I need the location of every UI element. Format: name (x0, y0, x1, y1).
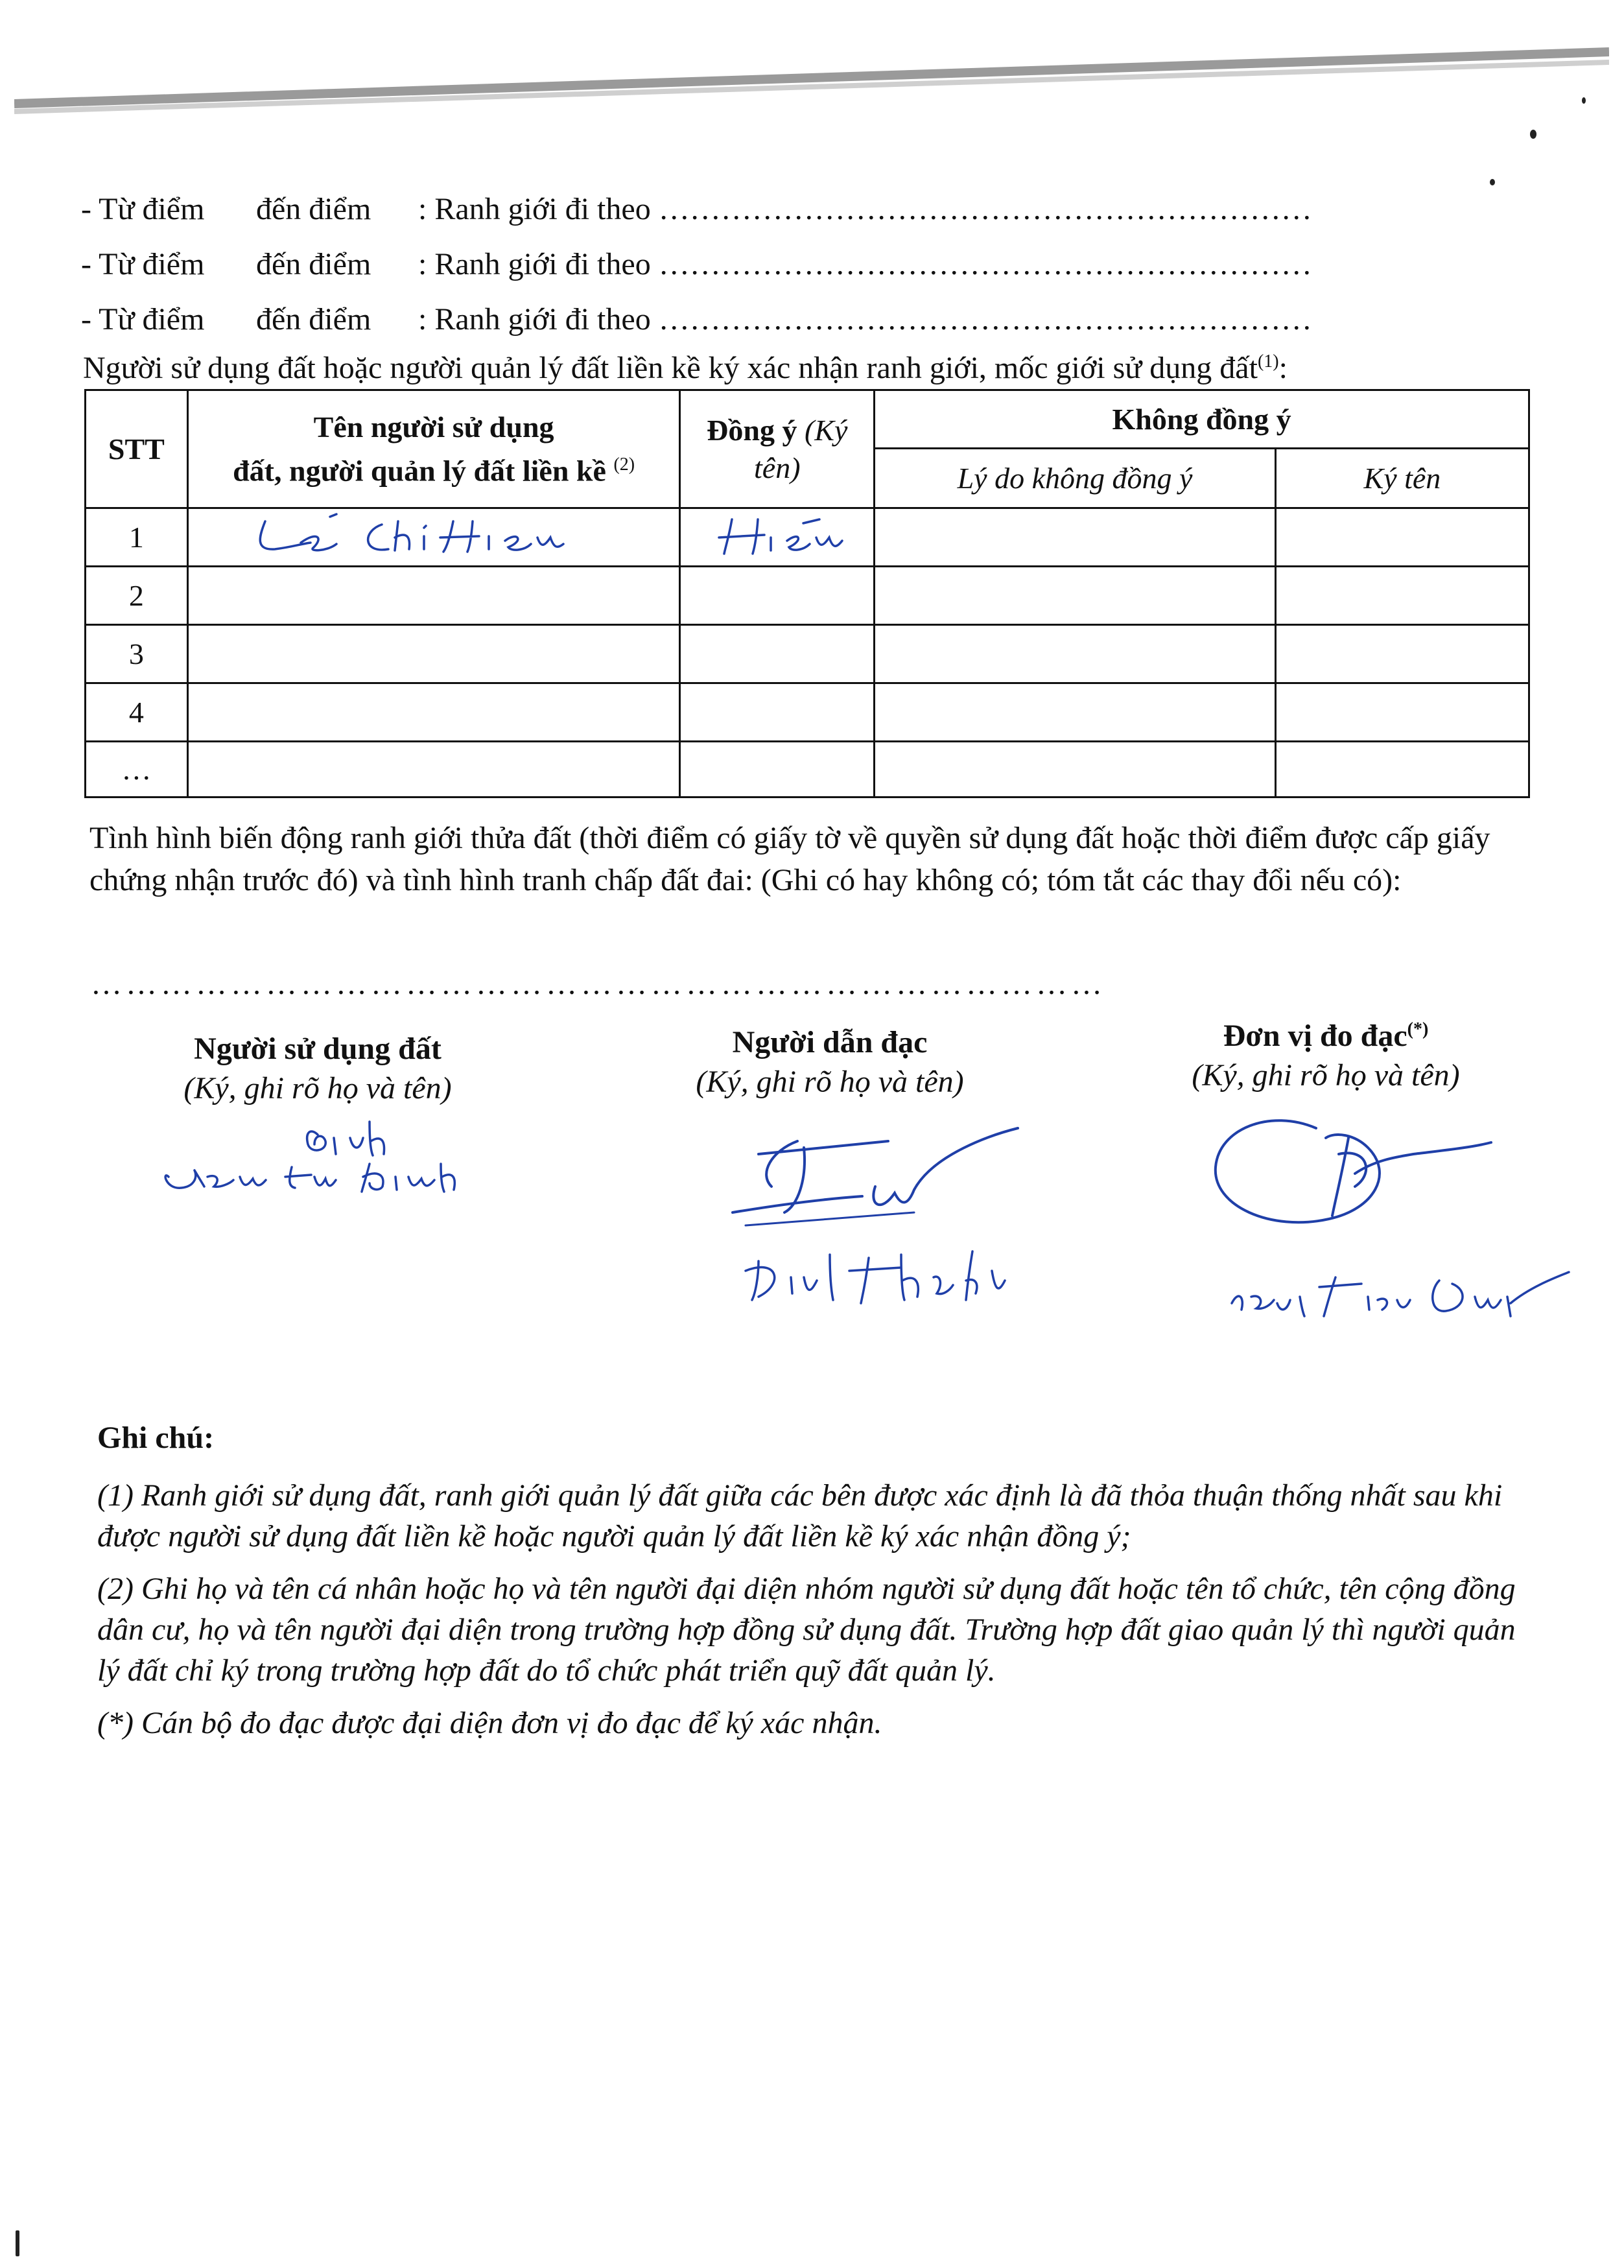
row-name (187, 683, 680, 742)
boundary-text: : Ranh giới đi theo (418, 192, 651, 226)
notes-section (97, 1420, 1524, 1755)
row-sign (1275, 683, 1529, 742)
signature-title: Người sử dụng đất (194, 1032, 441, 1066)
handwritten-agree-signature (706, 512, 849, 563)
row-sign (1275, 508, 1529, 567)
header-name: Tên người sử dụng đất, người quản lý đất liền kề $^{(2)}$ (187, 390, 680, 508)
table-row (86, 625, 1529, 683)
row-agree (680, 742, 875, 797)
signature-guide (720, 1115, 1083, 1310)
signature-title: Đơn vị đo đạc(*) (1223, 1019, 1429, 1053)
table-row (86, 508, 1529, 567)
from-point-label: - Từ điểm (81, 247, 205, 281)
header-sign: Ký tên (1275, 449, 1529, 508)
to-point-label: đến điểm (256, 192, 371, 226)
boundary-text: : Ranh giới đi theo (418, 302, 651, 337)
handwritten-name (239, 512, 628, 563)
scan-speck (1530, 130, 1536, 139)
scan-speck (1582, 97, 1586, 104)
signature-subtitle: (Ký, ghi rõ họ và tên) (696, 1065, 964, 1099)
signature-title: Người dẫn đạc (732, 1025, 928, 1059)
signature-subtitle: (Ký, ghi rõ họ và tên) (183, 1071, 452, 1105)
row-reason (875, 742, 1276, 797)
scan-edge (14, 26, 1609, 123)
signature-block-guide (648, 1024, 1011, 1100)
row-stt: 3 (86, 625, 188, 683)
header-disagree: Không đồng ý (875, 390, 1529, 449)
fill-dots: …………………………………………………………………………… (91, 967, 1106, 1001)
row-name (187, 625, 680, 683)
table-row (86, 567, 1529, 625)
boundary-change-paragraph: Tình hình biến động ranh giới thửa đất (thời điểm có giấy tờ về quyền sử dụng đất hoặc thời điểm được cấp giấy chứng nhận trước đó) và tình hình tranh chấp đất đai: (Ghi có hay không có; tóm tắt các thay đổi nếu có): (89, 821, 1490, 897)
fill-dots: ……………………………………………………… (658, 302, 1312, 337)
to-point-label: đến điểm (256, 247, 371, 281)
from-point-label: - Từ điểm (81, 192, 205, 226)
fill-dots: ……………………………………………………… (658, 247, 1312, 281)
row-sign (1275, 567, 1529, 625)
to-point-label: đến điểm (256, 302, 371, 337)
header-reason: Lý do không đồng ý (875, 449, 1276, 508)
row-agree (680, 625, 875, 683)
row-stt: 4 (86, 683, 188, 742)
row-reason (875, 508, 1276, 567)
boundary-text: : Ranh giới đi theo (418, 247, 651, 281)
header-stt: STT (86, 390, 188, 508)
note-item: (*) Cán bộ đo đạc được đại diện đơn vị đo đạc để ký xác nhận. (97, 1706, 882, 1740)
scan-speck (16, 2230, 19, 2256)
signature-survey (1180, 1102, 1582, 1336)
row-name (187, 508, 680, 567)
header-agree: Đồng ý (Ký tên) (680, 390, 875, 508)
row-reason (875, 567, 1276, 625)
signature-block-survey (1144, 1018, 1507, 1093)
row-agree (680, 567, 875, 625)
row-name (187, 742, 680, 797)
row-sign (1275, 742, 1529, 797)
fill-dots: ……………………………………………………… (658, 192, 1312, 226)
scan-speck (1490, 179, 1495, 185)
row-stt: 2 (86, 567, 188, 625)
signature-user (156, 1115, 532, 1212)
signature-block-user (136, 1031, 499, 1106)
row-sign (1275, 625, 1529, 683)
row-stt: … (86, 742, 188, 797)
notes-heading: Ghi chú: (97, 1421, 215, 1455)
neighbor-confirmation-table (84, 389, 1530, 798)
intro-sentence: Người sử dụng đất hoặc người quản lý đất liền kề ký xác nhận ranh giới, mốc giới sử dụng đất$^{(1)}$: (83, 351, 1288, 385)
note-item: (2) Ghi họ và tên cá nhân hoặc họ và tên người đại diện nhóm người sử dụng đất hoặc tên tổ chức, tên cộng đồng dân cư, họ và tên người đại diện trong trường hợp đồng sử dụng đất. Trường hợp đất giao quản lý thì người quản lý đất chỉ ký trong trường hợp đất do tổ chức phát triển quỹ đất quản lý. (97, 1572, 1516, 1688)
row-reason (875, 625, 1276, 683)
row-name (187, 567, 680, 625)
row-stt: 1 (86, 508, 188, 567)
signature-subtitle: (Ký, ghi rõ họ và tên) (1192, 1058, 1460, 1093)
table-row (86, 683, 1529, 742)
note-item: (1) Ranh giới sử dụng đất, ranh giới quản lý đất giữa các bên được xác định là đã thỏa thuận thống nhất sau khi được người sử dụng đất liền kề hoặc người quản lý đất liền kề ký xác nhận đồng ý; (97, 1478, 1503, 1553)
row-reason (875, 683, 1276, 742)
from-point-label: - Từ điểm (81, 302, 205, 337)
boundary-line (81, 301, 1312, 337)
boundary-line (81, 246, 1312, 282)
boundary-line (81, 191, 1312, 227)
row-agree (680, 508, 875, 567)
row-agree (680, 683, 875, 742)
table-row (86, 742, 1529, 797)
